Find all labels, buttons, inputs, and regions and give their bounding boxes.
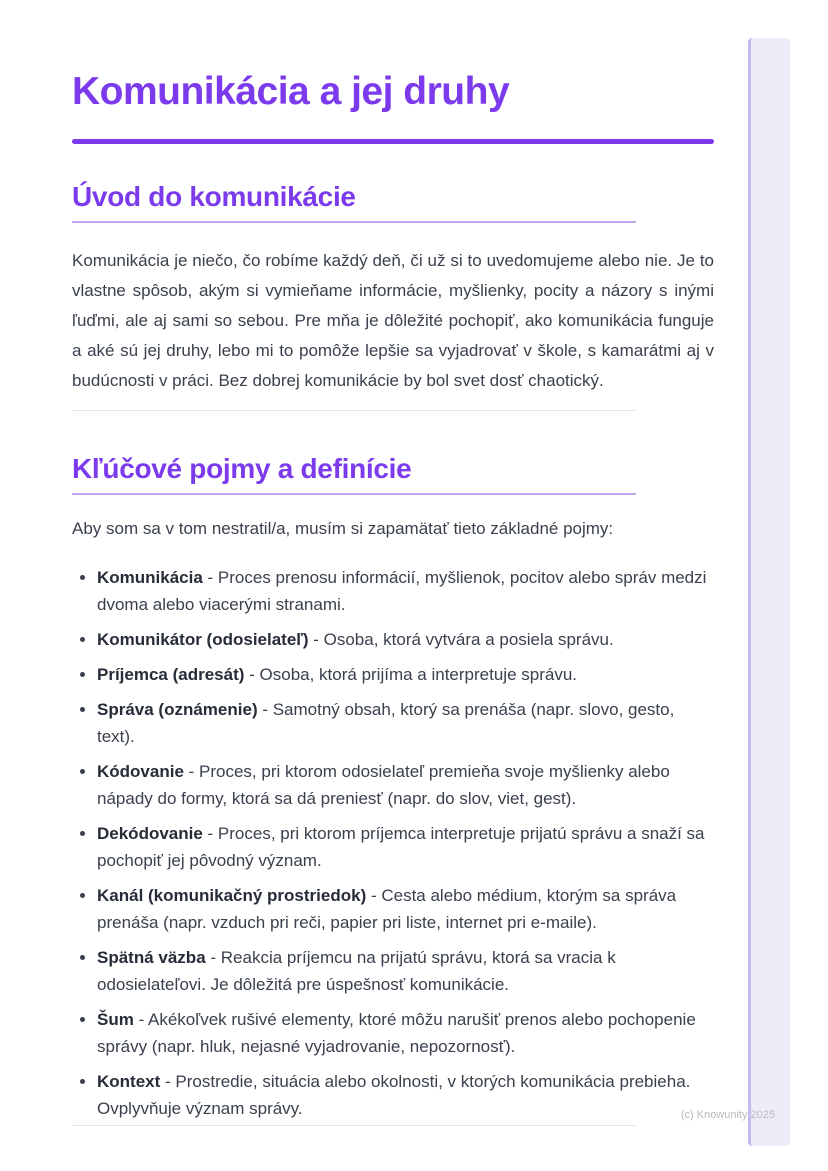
section-intro xyxy=(72,181,714,396)
term-label: Komunikácia xyxy=(97,568,203,587)
list-item xyxy=(97,564,714,618)
list-item xyxy=(97,820,714,874)
term-definition: - Samotný obsah, ktorý sa prenáša (napr. slovo, gesto, text). xyxy=(97,700,675,746)
list-item xyxy=(97,626,714,653)
list-item xyxy=(97,696,714,750)
section-key-terms xyxy=(72,453,714,1122)
list-intro: Aby som sa v tom nestratil/a, musím si zapamätať tieto základné pojmy: xyxy=(72,519,614,538)
list-item xyxy=(97,1006,714,1060)
term-label: Správa (oznámenie) xyxy=(97,700,258,719)
term-label: Šum xyxy=(97,1010,134,1029)
term-definition: - Prostredie, situácia alebo okolnosti, v ktorých komunikácia prebieha. Ovplyvňuje význam správy. xyxy=(97,1072,691,1118)
heading-rule xyxy=(72,493,636,495)
title-rule xyxy=(72,139,714,144)
footer-credit: (c) Knowunity 2025 xyxy=(680,1109,775,1121)
term-label: Spätná väzba xyxy=(97,948,206,967)
term-definition: - Proces, pri ktorom príjemca interpretuje prijatú správu a snaží sa pochopiť jej pôvodný význam. xyxy=(97,824,705,870)
section-heading-key-terms: Kľúčové pojmy a definície xyxy=(72,453,412,484)
side-accent-stripe xyxy=(748,38,790,1146)
list-item xyxy=(97,1068,714,1122)
term-definition: - Proces prenosu informácií, myšlienok, pocitov alebo správ medzi dvoma alebo viacerými stranami. xyxy=(97,568,707,614)
term-label: Kanál (komunikačný prostriedok) xyxy=(97,886,367,905)
list-item xyxy=(97,661,714,688)
term-definition: - Akékoľvek rušivé elementy, ktoré môžu narušiť prenos alebo pochopenie správy (napr. hluk, nejasné vyjadrovanie, nepozornosť). xyxy=(97,1010,696,1056)
list-item xyxy=(97,758,714,812)
heading-rule xyxy=(72,221,636,223)
term-label: Dekódovanie xyxy=(97,824,203,843)
key-terms-list xyxy=(72,564,714,1122)
term-definition: - Cesta alebo médium, ktorým sa správa prenáša (napr. vzduch pri reči, papier pri liste, internet pri e-maile). xyxy=(97,886,677,932)
intro-paragraph: Komunikácia je niečo, čo robíme každý deň, či už si to uvedomujeme alebo nie. Je to vlastne spôsob, akým si vymieňame informácie, myšlienky, pocity a názory s inými ľuďmi, ale aj sami so sebou. Pre mňa je dôležité pochopiť, ako komunikácia funguje a aké sú jej druhy, lebo mi to pomôže lepšie sa vyjadrovať v škole, s kamarátmi aj v budúcnosti v práci. Bez dobrej komunikácie by bol svet dosť chaotický. xyxy=(72,251,714,390)
term-definition: - Proces, pri ktorom odosielateľ premieňa svoje myšlienky alebo nápady do formy, ktorá sa dá preniesť (napr. do slov, viet, gest). xyxy=(97,762,670,808)
section-divider xyxy=(72,410,636,411)
term-label: Príjemca (adresát) xyxy=(97,665,245,684)
term-definition: - Osoba, ktorá vytvára a posiela správu. xyxy=(308,630,614,649)
page-title: Komunikácia a jej druhy xyxy=(72,70,510,113)
note-content xyxy=(72,0,714,1130)
term-label: Kontext xyxy=(97,1072,161,1091)
term-definition: - Osoba, ktorá prijíma a interpretuje správu. xyxy=(244,665,577,684)
section-heading-intro: Úvod do komunikácie xyxy=(72,181,356,212)
term-label: Kódovanie xyxy=(97,762,184,781)
list-item xyxy=(97,944,714,998)
list-item xyxy=(97,882,714,936)
term-label: Komunikátor (odosielateľ) xyxy=(97,630,309,649)
term-definition: - Reakcia príjemcu na prijatú správu, ktorá sa vracia k odosielateľovi. Je dôležitá pre úspešnosť komunikácie. xyxy=(97,948,616,994)
